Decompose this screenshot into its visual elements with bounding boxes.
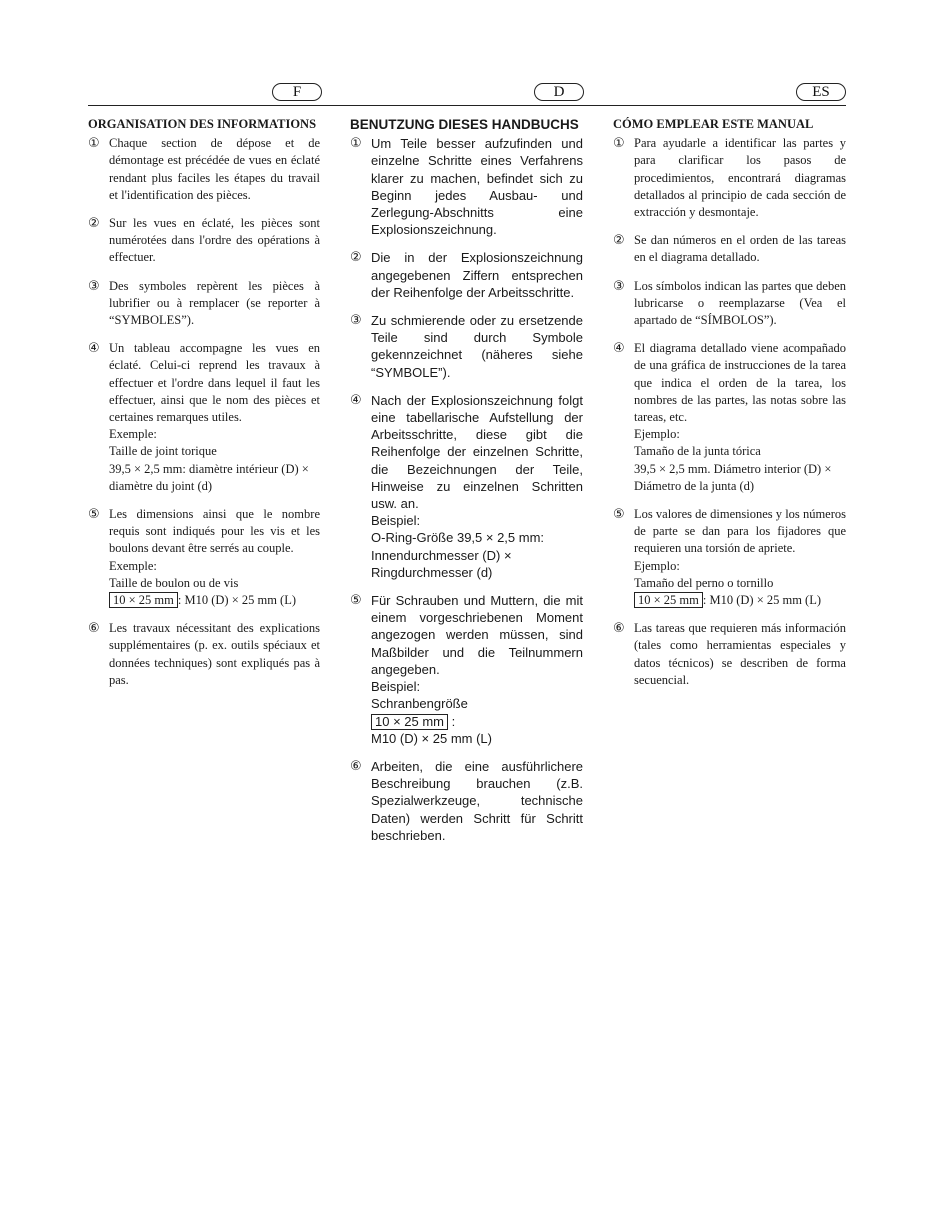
header-rule bbox=[88, 105, 846, 106]
list-item bbox=[350, 758, 583, 844]
item-number: ⑤ bbox=[613, 507, 625, 523]
language-tab-es: ES bbox=[796, 83, 846, 101]
item-number: ④ bbox=[613, 341, 625, 357]
example-value: O-Ring-Größe 39,5 × 2,5 mm: Innendurchmesser (D) × Ringdurchmesser (d) bbox=[371, 530, 545, 580]
item-number: ① bbox=[350, 136, 362, 152]
example-title: Tamaño de la junta tórica bbox=[634, 444, 761, 459]
item-text: Um Teile besser aufzufinden und einzelne Schritte eines Verfahrens klarer zu machen, befindet sich zu Beginn jedes Ausbau- und Zerlegung-Abschnitts eine Explosionszeichnung. bbox=[371, 136, 583, 238]
item-text: El diagrama detallado viene acompañado de una gráfica de instrucciones de la tarea que indica el orden de la tarea, los nombres de las partes, las notas sobre las tareas, etc. bbox=[634, 341, 846, 425]
item-number: ⑥ bbox=[88, 621, 100, 637]
item-number: ③ bbox=[613, 278, 625, 294]
item-number: ② bbox=[350, 250, 362, 266]
item-text: Die in der Explosionszeichnung angegebenen Ziffern entsprechen der Reihenfolge der Arbeitsschritte. bbox=[371, 250, 583, 300]
list-item bbox=[88, 620, 320, 689]
list-item bbox=[613, 340, 846, 495]
language-tab-d: D bbox=[534, 83, 584, 101]
item-number: ⑤ bbox=[88, 507, 100, 523]
item-text: Für Schrauben und Muttern, die mit einem vorgeschriebenen Moment angezogen werden müssen, sind Maßbilder und die Teilnummern angegeben. bbox=[371, 593, 583, 677]
example-title: Taille de boulon ou de vis bbox=[109, 575, 239, 590]
list-item bbox=[350, 392, 583, 581]
section-title: CÓMO EMPLEAR ESTE MANUAL bbox=[613, 117, 814, 131]
item-text: Los símbolos indican las partes que deben lubricarse o reemplazarse (Vea el apartado de “SÍMBOLOS”). bbox=[634, 278, 846, 328]
list-item bbox=[350, 249, 583, 301]
list-item bbox=[88, 506, 320, 609]
item-text: Les dimensions ainsi que le nombre requis sont indiqués pour les vis et les boulons devant être serrés au couple. bbox=[109, 507, 320, 556]
dimension-spec: : M10 (D) × 25 mm (L) bbox=[702, 593, 822, 608]
item-text: Les travaux nécessitant des explications supplémentaires (p. ex. outils spéciaux et données techniques) sont expliqués pas à pas. bbox=[109, 621, 320, 687]
list-item bbox=[88, 135, 320, 204]
item-text: Las tareas que requieren más información (tales como herramientas especiales y datos técnicos) se describen de forma secuencial. bbox=[634, 621, 846, 687]
list-item bbox=[613, 620, 846, 689]
example-value: 39,5 × 2,5 mm: diamètre intérieur (D) × diamètre du joint (d) bbox=[109, 461, 309, 493]
item-text: Nach der Explosionszeichnung folgt eine tabellarische Aufstellung der Arbeitsschritte, diese gibt die Reihenfolge der einzelnen Schritte, die Bezeichnungen der Teile, Hinweise zu einzelnen Schritten usw. an. bbox=[371, 392, 583, 512]
item-number: ⑥ bbox=[350, 758, 362, 774]
item-number: ③ bbox=[350, 313, 362, 329]
example-title: Taille de joint torique bbox=[109, 444, 217, 459]
section-title: ORGANISATION DES INFORMATIONS bbox=[88, 117, 317, 131]
item-number: ② bbox=[88, 216, 100, 232]
dimension-box: 10 × 25 mm bbox=[634, 592, 703, 608]
item-number: ① bbox=[88, 136, 100, 152]
list-item bbox=[613, 232, 846, 266]
example-label: Exemple: bbox=[109, 427, 157, 442]
section-title: BENUTZUNG DIESES HANDBUCHS bbox=[350, 117, 579, 132]
item-text: Para ayudarle a identificar las partes y para clarificar los pasos de procedimientos, encontrará diagramas detallados al principio de cada sección de extracción y desmontaje. bbox=[634, 136, 846, 220]
list-item bbox=[350, 135, 583, 238]
item-text: Arbeiten, die eine ausführlichere Beschreibung brauchen (z.B. Spezialwerkzeuge, technische Daten) werden Schritt für Schritt beschrieben. bbox=[371, 758, 583, 843]
item-text: Zu schmierende oder zu ersetzende Teile sind durch Symbole gekennzeichnet (näheres siehe “SYMBOLE”). bbox=[371, 313, 583, 380]
example-label: Ejemplo: bbox=[634, 558, 680, 573]
column-german bbox=[350, 116, 583, 855]
example-label: Beispiel: bbox=[371, 513, 421, 529]
list-item bbox=[350, 312, 583, 381]
list-item bbox=[350, 592, 583, 747]
item-number: ① bbox=[613, 136, 625, 152]
item-text: Un tableau accompagne les vues en éclaté. Celui-ci reprend les travaux à effectuer et l'ordre dans lequel il faut les effectuer, ainsi que le nom des pièces et certaines remarques utiles. bbox=[109, 341, 320, 425]
list-item bbox=[88, 278, 320, 330]
dimension-spec: M10 (D) × 25 mm (L) bbox=[371, 730, 492, 746]
item-number: ② bbox=[613, 233, 625, 249]
example-title: Tamaño del perno o tornillo bbox=[634, 575, 774, 590]
item-number: ④ bbox=[350, 392, 362, 408]
item-text: Chaque section de dépose et de démontage est précédée de vues en éclaté rendant plus faciles les étapes du travail et l'identification des pièces. bbox=[109, 136, 320, 202]
dimension-colon: : bbox=[451, 713, 456, 729]
dimension-box: 10 × 25 mm bbox=[109, 592, 178, 608]
column-spanish bbox=[613, 116, 846, 700]
example-value: 39,5 × 2,5 mm. Diámetro interior (D) × Diámetro de la junta (d) bbox=[634, 461, 832, 493]
example-label: Exemple: bbox=[109, 558, 157, 573]
example-label: Ejemplo: bbox=[634, 427, 680, 442]
dimension-spec: : M10 (D) × 25 mm (L) bbox=[177, 593, 297, 608]
list-item bbox=[613, 135, 846, 221]
item-number: ⑥ bbox=[613, 621, 625, 637]
language-tab-f: F bbox=[272, 83, 322, 101]
example-title: Schranbengröße bbox=[371, 696, 468, 712]
item-text: Des symboles repèrent les pièces à lubrifier ou à remplacer (se reporter à “SYMBOLES”). bbox=[109, 278, 320, 328]
dimension-box: 10 × 25 mm bbox=[371, 714, 448, 730]
item-number: ③ bbox=[88, 278, 100, 294]
list-item bbox=[88, 340, 320, 495]
item-text: Se dan números en el orden de las tareas en el diagrama detallado. bbox=[634, 233, 846, 265]
column-french bbox=[88, 116, 320, 700]
list-item bbox=[613, 278, 846, 330]
list-item bbox=[613, 506, 846, 609]
example-label: Beispiel: bbox=[371, 679, 421, 695]
item-number: ⑤ bbox=[350, 593, 362, 609]
item-text: Los valores de dimensiones y los números de parte se dan para los fijadores que requieren una torsión de apriete. bbox=[634, 507, 846, 556]
list-item bbox=[88, 215, 320, 267]
item-text: Sur les vues en éclaté, les pièces sont numérotées dans l'ordre des opérations à effectuer. bbox=[109, 216, 320, 265]
item-number: ④ bbox=[88, 341, 100, 357]
